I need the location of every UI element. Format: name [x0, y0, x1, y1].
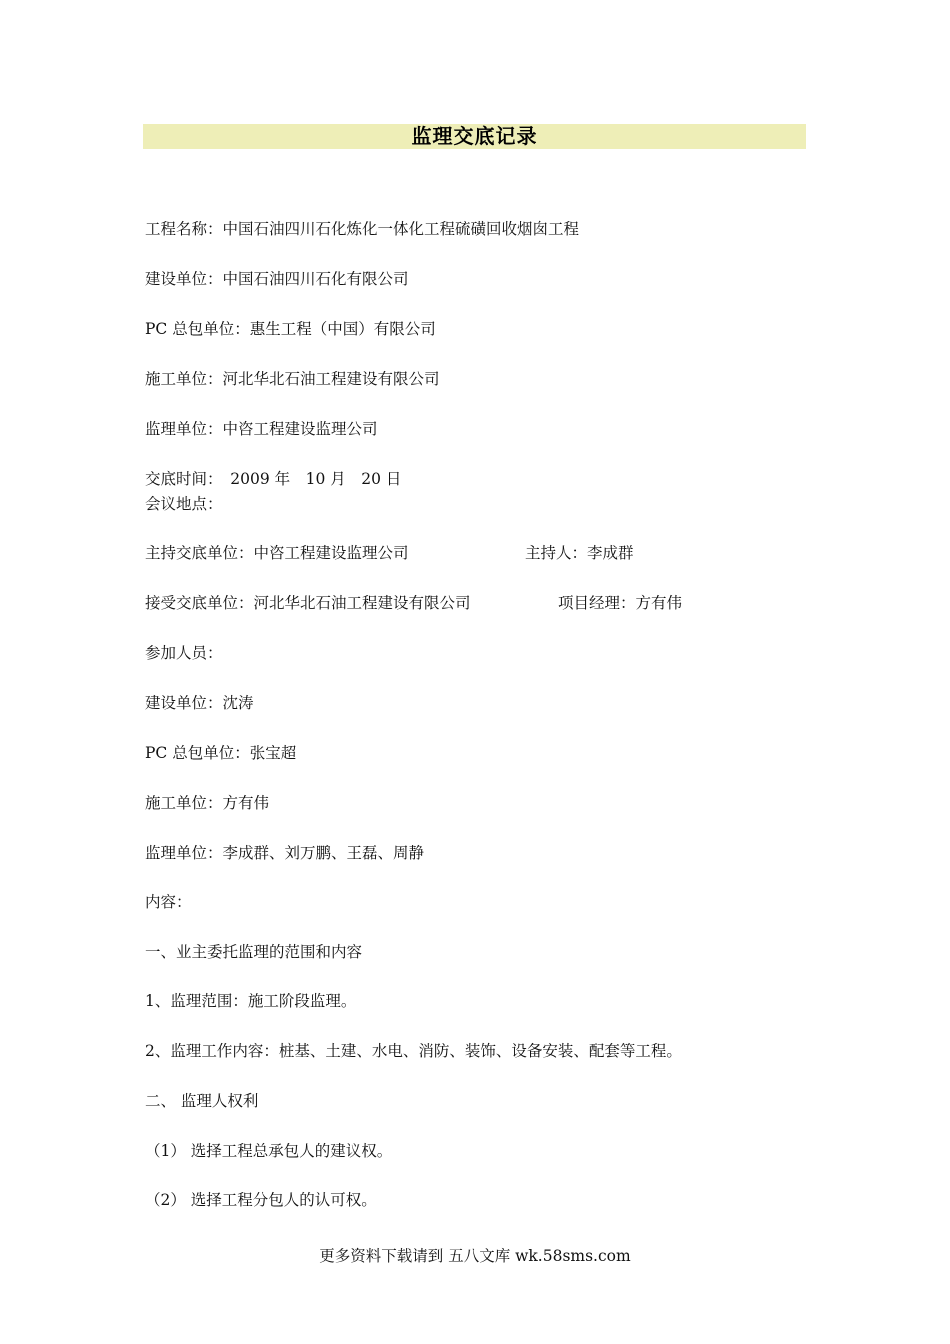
construction-unit: 施工单位：河北华北石油工程建设有限公司	[145, 370, 440, 388]
section2-item2: （2） 选择工程分包人的认可权。	[145, 1191, 377, 1209]
content-label: 内容：	[145, 893, 192, 911]
participant-construction: 施工单位：方有伟	[145, 794, 270, 812]
section1-item1: 1、监理范围：施工阶段监理。	[145, 992, 357, 1010]
host-unit: 主持交底单位：中咨工程建设监理公司	[145, 544, 409, 562]
footer-download-note: 更多资料下载请到 五八文库 wk.58sms.com	[319, 1247, 631, 1265]
section2-item1: （1） 选择工程总承包人的建议权。	[145, 1142, 393, 1160]
document-title: 监理交底记录	[411, 124, 538, 148]
pc-contractor: PC 总包单位：惠生工程（中国）有限公司	[145, 320, 436, 338]
section2-heading: 二、 监理人权利	[145, 1092, 259, 1110]
participant-pc: PC 总包单位：张宝超	[145, 744, 297, 762]
briefing-time: 交底时间： 2009 年 10 月 20 日	[145, 470, 402, 488]
title-bar	[143, 124, 806, 149]
participant-supervision: 监理单位：李成群、刘万鹏、王磊、周静	[145, 844, 425, 862]
project-manager: 项目经理：方有伟	[558, 594, 683, 612]
owner-unit: 建设单位：中国石油四川石化有限公司	[145, 270, 409, 288]
host-person: 主持人：李成群	[525, 544, 634, 562]
participant-owner: 建设单位：沈涛	[145, 694, 254, 712]
participants-label: 参加人员：	[145, 644, 223, 662]
supervision-unit: 监理单位：中咨工程建设监理公司	[145, 420, 378, 438]
project-name: 工程名称：中国石油四川石化炼化一体化工程硫磺回收烟囱工程	[145, 220, 580, 238]
receiving-unit: 接受交底单位：河北华北石油工程建设有限公司	[145, 594, 471, 612]
meeting-place: 会议地点：	[145, 495, 223, 513]
section1-item2: 2、监理工作内容：桩基、土建、水电、消防、装饰、设备安装、配套等工程。	[145, 1042, 682, 1060]
section1-heading: 一、业主委托监理的范围和内容	[145, 943, 363, 961]
